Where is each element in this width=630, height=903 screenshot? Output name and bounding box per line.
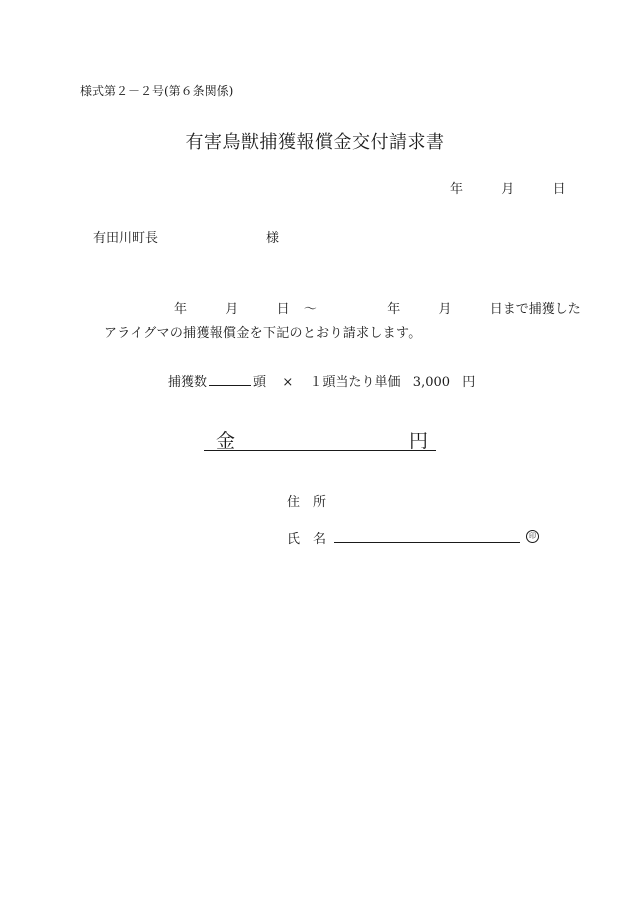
request-text: アライグマの捕獲報償金を下記のとおり請求します。 xyxy=(104,326,422,341)
period-tilde: 〜 xyxy=(303,302,317,317)
count-unit: 頭 xyxy=(253,375,267,390)
seal-mark: 印 xyxy=(526,530,539,543)
date-month: 月 xyxy=(501,182,515,197)
price-yen: 円 xyxy=(462,375,476,390)
times-sign: × xyxy=(282,375,294,390)
calculation-row xyxy=(168,371,475,390)
name-row xyxy=(287,528,520,547)
name-label: 氏 名 xyxy=(287,532,327,547)
count-blank xyxy=(209,372,251,386)
date-day: 日 xyxy=(552,182,566,197)
addressee-honorific: 様 xyxy=(266,231,280,246)
date-year: 年 xyxy=(450,182,464,197)
addressee-name: 有田川町長 xyxy=(93,231,159,246)
date-row xyxy=(450,178,566,197)
form-number: 様式第２－２号(第６条関係) xyxy=(80,84,234,98)
amount-line xyxy=(204,426,436,451)
to-month: 月 xyxy=(438,302,452,317)
to-day-suffix: 日まで捕獲した xyxy=(489,302,581,317)
to-year: 年 xyxy=(387,302,401,317)
amount-prefix: 金 xyxy=(216,430,236,452)
rate-text: １頭当たり単価 xyxy=(309,375,401,390)
unit-price: 3,000 xyxy=(412,375,451,390)
amount-suffix: 円 xyxy=(408,430,428,452)
from-day: 日 xyxy=(276,302,290,317)
from-year: 年 xyxy=(174,302,188,317)
capture-period xyxy=(174,298,581,317)
name-blank xyxy=(334,528,520,543)
count-label: 捕獲数 xyxy=(168,375,208,390)
document-title: 有害鳥獣捕獲報償金交付請求書 xyxy=(185,132,445,153)
from-month: 月 xyxy=(225,302,239,317)
address-label: 住 所 xyxy=(287,495,327,510)
